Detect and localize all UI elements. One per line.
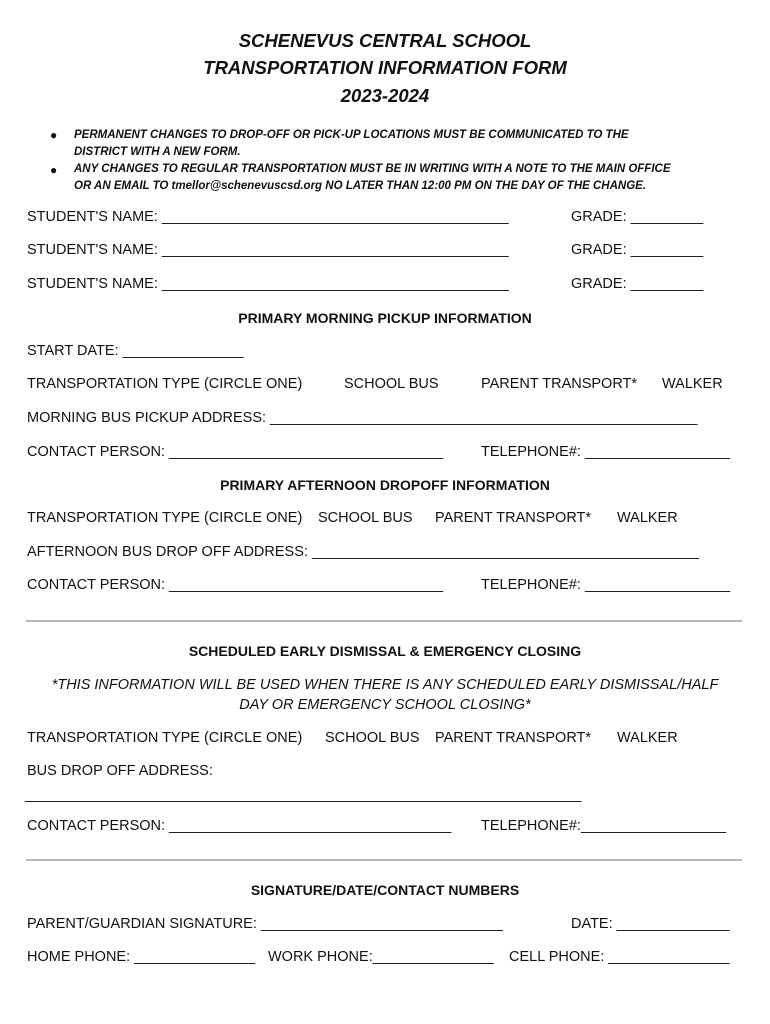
afternoon-contact-field[interactable]: CONTACT PERSON: __________________________________ (27, 577, 444, 593)
bullet-icon: ● (50, 128, 58, 142)
early-type-label: TRANSPORTATION TYPE (CIRCLE ONE) (27, 730, 303, 746)
morning-option-walker[interactable]: WALKER (662, 376, 723, 392)
afternoon-type-label: TRANSPORTATION TYPE (CIRCLE ONE) (27, 510, 303, 526)
student-grade-field[interactable]: GRADE: _________ (571, 242, 704, 258)
morning-option-school-bus[interactable]: SCHOOL BUS (344, 376, 439, 392)
section-divider (26, 620, 742, 622)
home-phone-field[interactable]: HOME PHONE: _______________ (27, 949, 256, 965)
early-contact-field[interactable]: CONTACT PERSON: ___________________________________ (27, 818, 452, 834)
afternoon-option-school-bus[interactable]: SCHOOL BUS (318, 510, 413, 526)
notice-item: PERMANENT CHANGES TO DROP-OFF OR PICK-UP LOCATIONS MUST BE COMMUNICATED TO THE DISTRICT WITH A NEW FORM. (74, 129, 629, 158)
afternoon-heading: PRIMARY AFTERNOON DROPOFF INFORMATION (220, 477, 550, 493)
form-title: TRANSPORTATION INFORMATION FORM (203, 57, 567, 78)
signature-heading: SIGNATURE/DATE/CONTACT NUMBERS (250, 882, 520, 898)
school-name: SCHENEVUS CENTRAL SCHOOL (238, 30, 532, 51)
afternoon-address-field[interactable]: AFTERNOON BUS DROP OFF ADDRESS: ________________________________________________ (27, 544, 700, 560)
notice-item: ANY CHANGES TO REGULAR TRANSPORTATION MUST BE IN WRITING WITH A NOTE TO THE MAIN OFFICE OR AN EMAIL TO tmellor@schenevuscsd.org NO LATER THAN 12:00 PM ON THE DAY OF THE CHANGE. (74, 163, 671, 192)
section-divider (26, 859, 742, 861)
early-dismissal-heading: SCHEDULED EARLY DISMISSAL & EMERGENCY CLOSING (188, 643, 582, 659)
afternoon-option-walker[interactable]: WALKER (617, 510, 678, 526)
early-address-field[interactable]: _____________________________________________________________________ (25, 787, 582, 803)
early-dismissal-note: *THIS INFORMATION WILL BE USED WHEN THERE IS ANY SCHEDULED EARLY DISMISSAL/HALF DAY OR EMERGENCY SCHOOL CLOSING* (51, 677, 719, 713)
student-name-field[interactable]: STUDENT'S NAME: ___________________________________________ (27, 276, 509, 292)
afternoon-telephone-field[interactable]: TELEPHONE#: __________________ (481, 577, 731, 593)
early-option-school-bus[interactable]: SCHOOL BUS (325, 730, 420, 746)
early-telephone-field[interactable]: TELEPHONE#:__________________ (481, 818, 727, 834)
morning-contact-field[interactable]: CONTACT PERSON: __________________________________ (27, 444, 444, 460)
signature-date-field[interactable]: DATE: ______________ (571, 916, 730, 932)
early-option-walker[interactable]: WALKER (617, 730, 678, 746)
morning-type-label: TRANSPORTATION TYPE (CIRCLE ONE) (27, 376, 303, 392)
student-grade-field[interactable]: GRADE: _________ (571, 276, 704, 292)
morning-telephone-field[interactable]: TELEPHONE#: __________________ (481, 444, 731, 460)
cell-phone-field[interactable]: CELL PHONE: _______________ (509, 949, 730, 965)
early-option-parent-transport[interactable]: PARENT TRANSPORT* (435, 730, 592, 746)
morning-address-field[interactable]: MORNING BUS PICKUP ADDRESS: _____________________________________________________ (27, 410, 698, 426)
parent-signature-field[interactable]: PARENT/GUARDIAN SIGNATURE: ______________________________ (27, 916, 503, 932)
early-address-label: BUS DROP OFF ADDRESS: (27, 763, 213, 779)
bullet-icon: ● (50, 163, 58, 177)
start-date-field[interactable]: START DATE: _______________ (27, 343, 244, 359)
student-grade-field[interactable]: GRADE: _________ (571, 209, 704, 225)
student-name-field[interactable]: STUDENT'S NAME: ___________________________________________ (27, 242, 509, 258)
afternoon-option-parent-transport[interactable]: PARENT TRANSPORT* (435, 510, 592, 526)
work-phone-field[interactable]: WORK PHONE:_______________ (268, 949, 494, 965)
morning-option-parent-transport[interactable]: PARENT TRANSPORT* (481, 376, 638, 392)
morning-heading: PRIMARY MORNING PICKUP INFORMATION (238, 310, 532, 326)
school-year: 2023-2024 (340, 85, 430, 106)
student-name-field[interactable]: STUDENT'S NAME: ___________________________________________ (27, 209, 509, 225)
